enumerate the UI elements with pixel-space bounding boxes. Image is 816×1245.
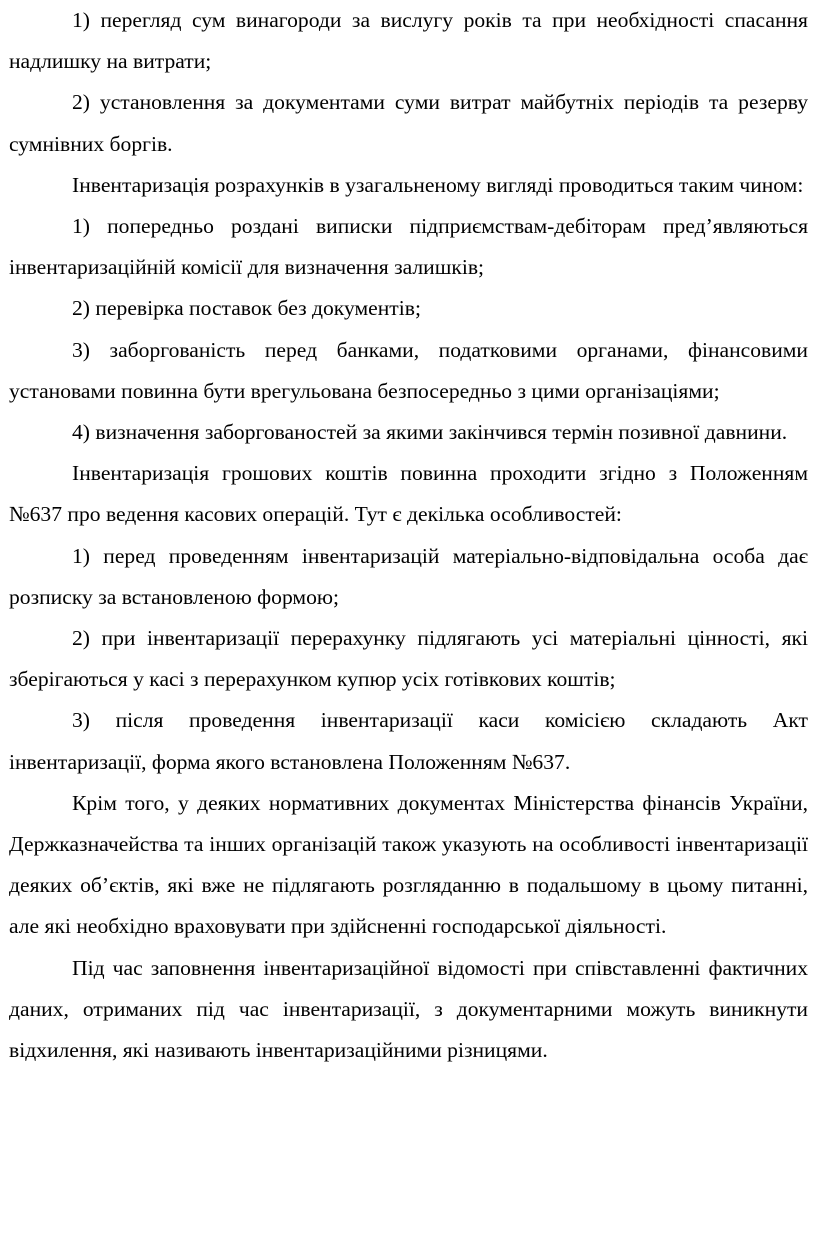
paragraph-differences: Під час заповнення інвентаризаційної відомості при співставленні фактичних даних, отриманих під час інвентаризації, з документарними можуть виникнути відхилення, які називають інвентаризаційними різницями. <box>9 955 808 1063</box>
paragraph-cash-act: 3) після проведення інвентаризації каси комісією складають Акт інвентаризації, форма якого встановлена Положенням №637. <box>9 708 808 774</box>
paragraph-future-expenses: 2) установлення за документами суми витрат майбутніх періодів та резерву сумнівних боргів. <box>9 90 808 156</box>
paragraph-settlements-intro: Інвентаризація розрахунків в узагальненому вигляді проводиться таким чином: <box>72 172 804 197</box>
paragraph-bank-debts: 3) заборгованість перед банками, податковими органами, фінансовими установами повинна бути врегульована безпосередньо з цими організаціями; <box>9 337 808 403</box>
paragraph-deliveries-check: 2) перевірка поставок без документів; <box>72 296 421 321</box>
paragraph-cash-intro: Інвентаризація грошових коштів повинна проходити згідно з Положенням №637 про ведення касових операцій. Тут є декілька особливостей: <box>9 461 808 527</box>
paragraph-regulations: Крім того, у деяких нормативних документах Міністерства фінансів України, Держказначейства та інших організацій також указують на особливості інвентаризації деяких об’єктів, які вже не підлягають розгляданню в подальшому в цьому питанні, але які необхідно враховувати при здійсненні господарської діяльності. <box>9 790 808 939</box>
paragraph-debtor-statements: 1) попередньо роздані виписки підприємствам-дебіторам пред’являються інвентаризаційній комісії для визначення залишків; <box>9 214 808 280</box>
paragraph-salary-review: 1) перегляд сум винагороди за вислугу років та при необхідності спасання надлишку на витрати; <box>9 8 808 74</box>
paragraph-expired-debts: 4) визначення заборгованостей за якими закінчився термін позивної давнини. <box>72 420 788 445</box>
paragraph-cash-recount: 2) при інвентаризації перерахунку підлягають усі матеріальні цінності, які зберігаються у касі з перерахунком купюр усіх готівкових коштів; <box>9 626 808 692</box>
paragraph-cash-receipt: 1) перед проведенням інвентаризацій матеріально-відповідальна особа дає розписку за встановленою формою; <box>9 543 808 609</box>
